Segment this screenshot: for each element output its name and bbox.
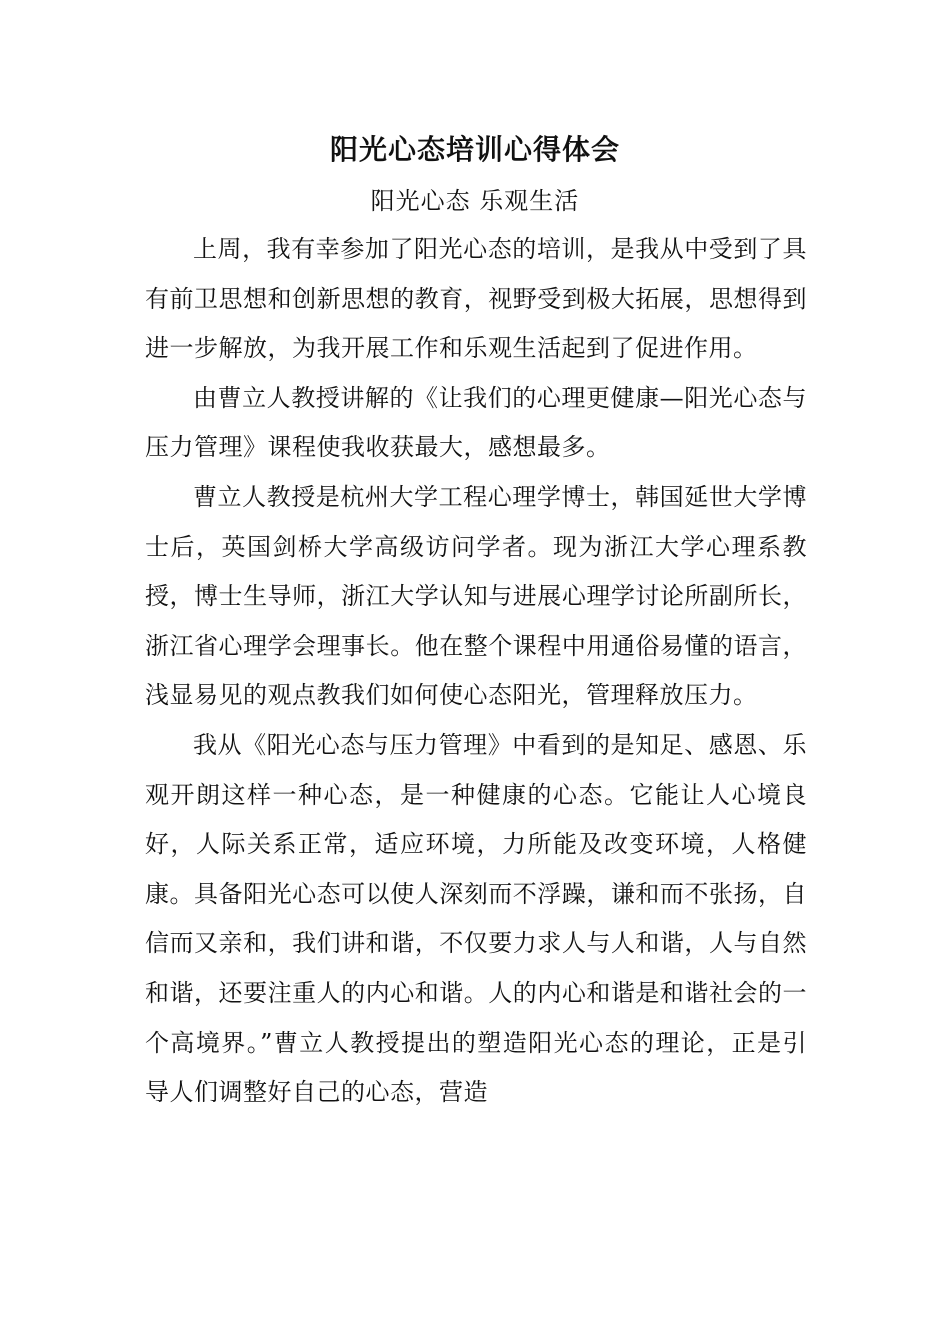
paragraph-4: 我从《阳光心态与压力管理》中看到的是知足、感恩、乐观开朗这样一种心态，是一种健康的心态。它能让人心境良好，人际关系正常，适应环境，力所能及改变环境，人格健康。具备阳光心态可以使人深刻而不浮躁，谦和而不张扬，自信而又亲和，我们讲和谐，不仅要力求人与人和谐，人与自然和谐，还要注重人的内心和谐。人的内心和谐是和谐社会的一个高境界。”曹立人教授提出的塑造阳光心态的理论，正是引导人们调整好自己的心态，营造: [145, 730, 807, 1107]
paragraph-2: 由曹立人教授讲解的《让我们的心理更健康—阳光心态与压力管理》课程使我收获最大，感想最多。: [145, 383, 807, 462]
document-title: 阳光心态培训心得体会: [329, 133, 620, 166]
paragraph-1: 上周，我有幸参加了阳光心态的培训，是我从中受到了具有前卫思想和创新思想的教育，视野受到极大拓展，思想得到进一步解放，为我开展工作和乐观生活起到了促进作用。: [145, 235, 807, 363]
document-subtitle: 阳光心态 乐观生活: [370, 187, 580, 215]
document-body: [145, 225, 807, 1118]
paragraph-3: 曹立人教授是杭州大学工程心理学博士，韩国延世大学博士后，英国剑桥大学高级访问学者。现为浙江大学心理系教授，博士生导师，浙江大学认知与进展心理学讨论所副所长，浙江省心理学会理事长。他在整个课程中用通俗易懂的语言，浅显易见的观点教我们如何使心态阳光，管理释放压力。: [145, 482, 807, 710]
